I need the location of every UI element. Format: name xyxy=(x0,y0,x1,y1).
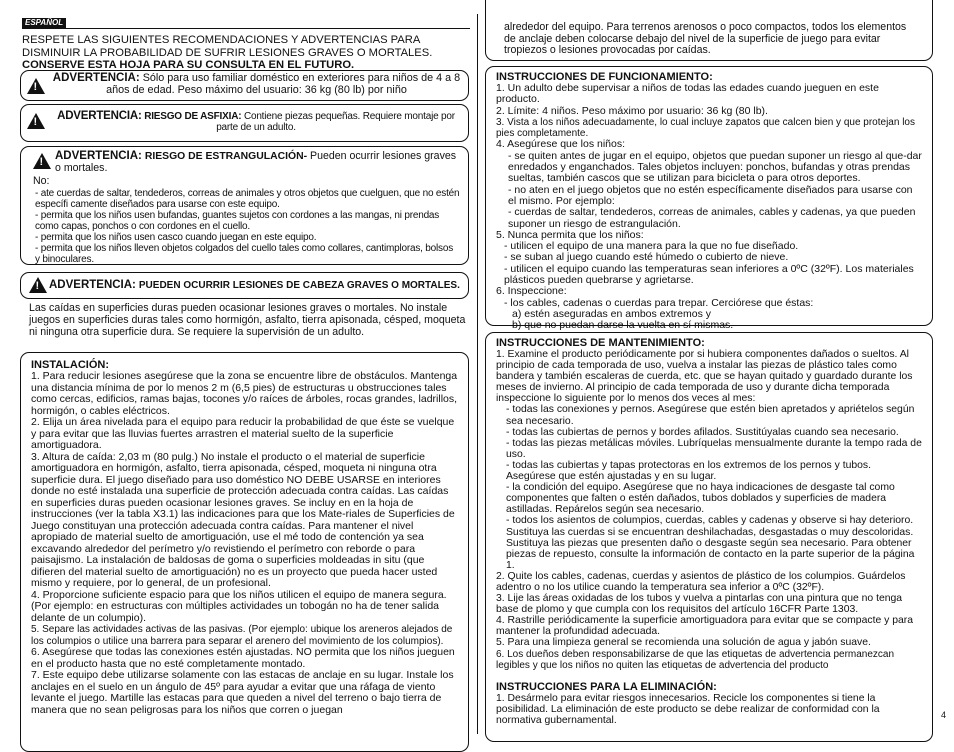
list-item: 3. Altura de caída: 2,03 m (80 pulg.) No instale el producto o el material de superficie amortiguadora en hormigón, asfalto, tierra apisonada, césped, moqueta ni ninguna otra superficie dura. El juego diseñado para uso doméstico NO DEBE USARSE en interiores donde no esté instalada una superficie de protección adecuada contra caídas. Las caídas en superficies duras pueden ocasionar lesiones graves. Se incluy en en la hoja de instrucciones (ver la tabla X3.1) las indicaciones para que los Mate-riales de Superficies de Juego constituyan una protección adecuada contra caídas. Para mantener el nivel apropiado de material suelto de amortiguación, use el mé todo de contención ya sea excavando alrededor del perímetro y/o revistiendo el perímetro con reborde o para paisajismo. La instalación de baldosas de goma o superficies moldeadas in situ (que difieren del material suelto de amortiguación) no es un proyecto que pueda hacer usted mismo y requiere, por lo general, de un profesional. xyxy=(31,450,455,589)
disposal-title: INSTRUCCIONES PARA LA ELIMINACIÓN: xyxy=(496,680,717,693)
list-item: - permita que los niños lleven objetos colgados del cuello tales como collares, cantimploras, bolsos y binoculares. xyxy=(35,242,454,265)
maintenance-box xyxy=(485,332,933,742)
installation-title: INSTALACIÓN: xyxy=(31,359,110,371)
warning-box-4 xyxy=(20,272,469,299)
list-item: 7. Este equipo debe utilizarse solamente con las estacas de anclaje en su lugar. Instale los anclajes en el suelo en un ángulo de 45º para ayudar a evitar que una ráfaga de viento levante el juego. Martille las estacas para que queden a nivel del terreno o bajo tierra de manera que no sean peligrosas para los niños que corren o juegan xyxy=(31,669,454,716)
list-item: - permita que los niños usen casco cuando juegan en este equipo. xyxy=(35,231,317,243)
warning-box-3 xyxy=(20,146,469,265)
list-item: 6. Los dueños deben responsabilizarse de que las etiquetas de advertencia permanezcan legibles y que los niños no quiten las etiquetas de advertencia del producto xyxy=(496,648,895,671)
maintenance-title: INSTRUCCIONES DE MANTENIMIENTO: xyxy=(496,337,705,349)
anchoring-text: alrededor del equipo. Para terrenos arenosos o poco compactos, todos los elementos de anclaje deben colocarse debajo del nivel de la superficie de juego para evitar tropiezos o lesiones provocadas por caídas. xyxy=(504,21,907,57)
list-item: - permita que los niños usen bufandas, guantes sujetos con cordones a las mangas, ni prendas como capas, ponchos o con cordones en el cuello. xyxy=(35,209,440,232)
list-item: 5. Separe las actividades activas de las pasivas. (Por ejemplo: ubique los areneros alejados de los columpios o utilice una barrera para separar el arenero del movimiento de los columpios). xyxy=(31,624,453,647)
warning-triangle-icon xyxy=(29,277,47,293)
list-item: - se quiten antes de jugar en el equipo, objetos que puedan suponer un riesgo al que-dar enredados y enganchados. Tales objetos incluyen: ponchos, bufandas y otras prendas sueltas, también cascos que se utilizan para bicicleta o para otros deportes. xyxy=(508,149,922,185)
list-item: - se suban al juego cuando esté húmedo o cubierto de nieve. xyxy=(504,251,789,264)
anchoring-continued-box xyxy=(485,0,933,61)
disposal-list xyxy=(496,693,922,726)
list-item: 5. Nunca permita que los niños: xyxy=(496,228,644,241)
list-item: b) que no puedan darse la vuelta en sí mismas. xyxy=(512,319,734,332)
list-item: 2. Elija un área nivelada para el equipo para reducir la probabilidad de que éste se vuelque y para evitar que las lluvias fuertes arrastren el material suelto de la superficie amortiguadora. xyxy=(31,416,455,451)
list-item: 1. Desármelo para evitar riesgos innecesarios. Recicle los componentes si tiene la posibilidad. La eliminación de este producto se debe realizar de conformidad con la normativa gubernamental. xyxy=(496,692,880,726)
list-item: - todas las conexiones y pernos. Asegúrese que estén bien apretados y apriételos según sea necesario. xyxy=(506,404,915,427)
warning-triangle-icon xyxy=(27,113,45,129)
list-item: 6. Asegúrese que todas las conexiones estén ajustadas. NO permita que los niños jueguen en el producto hasta que no esté completamente montado. xyxy=(31,646,455,670)
warning-text: Sólo para uso familiar doméstico en exteriores para niños de 4 a 8 años de edad. Peso máximo del usuario: 36 kg (80 lb) por niño xyxy=(106,72,461,96)
warning-subject: RIESGO DE ASFIXIA: xyxy=(144,111,242,122)
list-item: - los cables, cadenas o cuerdas para trepar. Cerciórese que éstas: xyxy=(504,296,814,309)
list-item: - todas las cubiertas y tapas protectoras en los extremos de los pernos y tubos. Asegúrese que estén ajustadas y en su lugar. xyxy=(506,459,872,483)
warning-text: Pueden ocurrir lesiones graves o mortales. xyxy=(55,150,457,174)
head-injury-text: Las caídas en superficies duras pueden ocasionar lesiones graves o mortales. No instale juegos en superficies duras tales como hormigón, asfalto, tierra apisonada, césped, moqueta ni ninguna otra superficie dura. Se requiere la supervisión de un adulto. xyxy=(29,302,466,338)
list-item: - la condición del equipo. Asegúrese que no haya indicaciones de desgaste tal como componentes que falten o estén dañados, tubos doblados y superficies de madera astilladas. Repárelos según sea necesario. xyxy=(506,482,895,516)
warning-label: ADVERTENCIA: xyxy=(57,110,142,122)
list-item: 2. Quite los cables, cadenas, cuerdas y asientos de plástico de los columpios. Guárdelos adentro o no los utilice cuando la temperatura sea inferior a 0ºC (32ºF). xyxy=(496,570,906,593)
warning-box-2 xyxy=(20,104,469,142)
warning-triangle-icon xyxy=(27,78,45,94)
list-item: a) estén aseguradas en ambos extremos y xyxy=(512,307,712,320)
intro-text: RESPETE LAS SIGUIENTES RECOMENDACIONES Y ADVERTENCIAS PARA DISMINUIR LA PROBABILIDAD DE SUFRIR LESIONES GRAVES O MORTALES. xyxy=(22,34,433,59)
list-item: 4. Asegúrese que los niños: xyxy=(496,138,626,151)
language-label: ESPAÑOL xyxy=(22,18,66,28)
intro-bold: CONSERVE ESTA HOJA PARA SU CONSULTA EN EL FUTURO. xyxy=(22,59,355,71)
list-item: 1. Examine el producto periódicamente por si hubiera componentes dañados o sueltos. Al principio de cada temporada de uso, vuelva a instalar las piezas de plástico tales como bandera y también escaleras de cuerda, etc. que se hayan quitado y guardado durante los meses de invierno. Al principio de cada temporada de uso y durante dicha temporada inspeccione lo siguiente por lo menos dos veces al mes: xyxy=(496,349,913,405)
list-item: 4. Rastrille periódicamente la superficie amortiguadora para evitar que se compacte y para mantener la profundidad adecuada. xyxy=(496,615,913,638)
maintenance-list xyxy=(496,349,922,671)
list-item: - todos los asientos de columpios, cuerdas, cables y cadenas y observe si hay deterioro. Sustituya las cuerdas si se encuentran deshilachadas, desgastadas o muy descoloridas. Sustituya las piezas que presenten daño o desgaste según sea necesario. Para obtener piezas de repuesto, consulte la información de contacto en la parte superior de la página 1. xyxy=(506,515,915,571)
warning-text: Contiene piezas pequeñas. Requiere montaje por parte de un adulto. xyxy=(216,111,455,133)
installation-box xyxy=(20,352,469,752)
warning-label: ADVERTENCIA: xyxy=(49,279,136,291)
operation-box xyxy=(485,66,933,332)
warning-label: ADVERTENCIA: xyxy=(52,72,140,84)
operation-title: INSTRUCCIONES DE FUNCIONAMIENTO: xyxy=(496,71,713,83)
intro-block xyxy=(22,34,472,72)
list-item: - utilicen el equipo de una manera para la que no fue diseñado. xyxy=(504,240,799,253)
list-item: - cuerdas de saltar, tendederos, correas de animales, cables y cadenas, ya que pueden suponer un riesgo de estrangulación. xyxy=(508,206,916,230)
no-label: No: xyxy=(33,175,50,187)
list-item: 1. Un adulto debe supervisar a niños de todas las edades cuando jueguen en este producto. xyxy=(496,82,879,106)
top-divider xyxy=(22,28,470,29)
list-item: 6. Inspeccione: xyxy=(496,285,567,298)
list-item: - todas las piezas metálicas móviles. Lubríquelas mensualmente durante la tempo rada de uso. xyxy=(506,437,922,460)
list-item: 1. Para reducir lesiones asegúrese que la zona se encuentre libre de obstáculos. Mantenga una distancia mínima de por lo menos 2 m (6,5 pies) de estructuras u obstrucciones tales como cercas, edificios, ramas bajas, tocones y/o raíces de árboles, rocas grandes, ladrillos, hormigón, o cables eléctricos. xyxy=(31,370,458,417)
list-item: 3. Lije las áreas oxidadas de los tubos y vuelva a pintarlas con una pintura que no tenga base de plomo y que cumpla con los requisitos del artículo 16CFR Parte 1303. xyxy=(496,593,903,616)
warning-subject: RIESGO DE ESTRANGULACIÓN- xyxy=(144,151,308,162)
list-item: - todas las cubiertas de pernos y bordes afilados. Sustitúyalas cuando sea necesario. xyxy=(506,426,899,438)
list-item: - ate cuerdas de saltar, tendederos, correas de animales y otros objetos que cuelguen, que no estén específi camente diseñados para usarse con este equipo. xyxy=(35,187,460,210)
list-item: 3. Vista a los niños adecuadamente, lo cual incluye zapatos que calcen bien y que protejan los pies completamente. xyxy=(496,116,915,140)
warning-box-1 xyxy=(20,70,469,101)
page-number: 4 xyxy=(940,710,946,720)
installation-list xyxy=(31,371,460,716)
warning-triangle-icon xyxy=(33,153,51,169)
column-divider xyxy=(477,14,478,734)
warning-label: ADVERTENCIA: xyxy=(55,150,142,162)
list-item: - no aten en el juego objetos que no estén específicamente diseñados para usarse con el mismo. Por ejemplo: xyxy=(508,183,913,207)
warning-subject: PUEDEN OCURRIR LESIONES DE CABEZA GRAVES O MORTALES. xyxy=(138,279,460,291)
list-item: 2. Límite: 4 niños. Peso máximo por usuario: 36 kg (80 lb). xyxy=(496,104,768,117)
list-item: - utilicen el equipo cuando las temperaturas sean inferiores a 0ºC (32ºF). Los materiales plásticos pueden quebrarse y agrietarse. xyxy=(504,262,914,287)
operation-list xyxy=(496,83,922,332)
list-item: 4. Proporcione suficiente espacio para que los niños utilicen el equipo de manera segura. (Por ejemplo: en estructuras con múltiples actividades un tobogán no ha de tener salida delante de un columpio). xyxy=(31,588,447,624)
strangulation-list xyxy=(33,188,460,265)
list-item: 5. Para una limpieza general se recomienda una solución de agua y jabón suave. xyxy=(496,637,871,649)
